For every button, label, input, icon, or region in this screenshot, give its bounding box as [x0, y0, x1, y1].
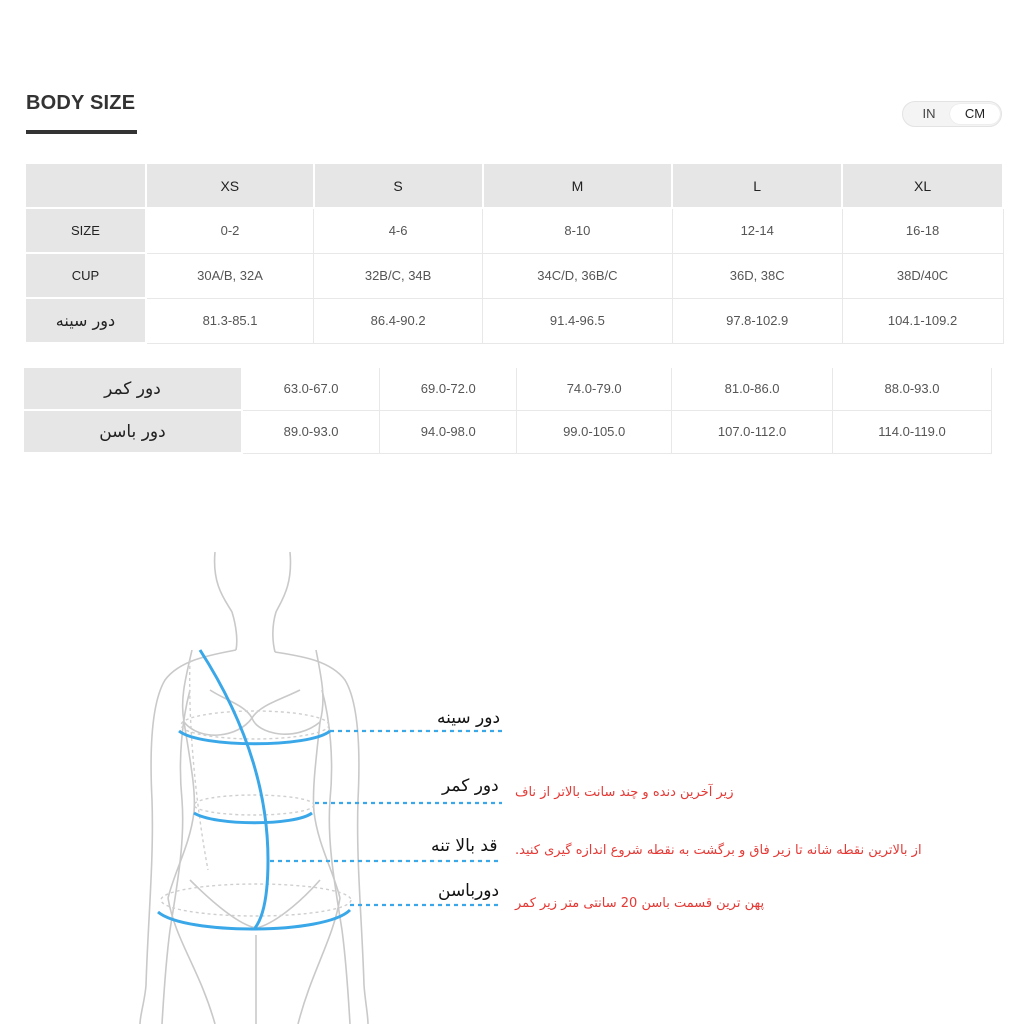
table-cell: 99.0-105.0: [517, 410, 672, 453]
left-arm-outline-inner: [162, 690, 190, 1024]
table-cell: 4-6: [314, 208, 483, 253]
table-cell: 104.1-109.2: [842, 298, 1003, 343]
table-cell: 97.8-102.9: [672, 298, 842, 343]
table-cell: 86.4-90.2: [314, 298, 483, 343]
table-cell: 63.0-67.0: [242, 368, 380, 410]
table-cell: 34C/D, 36B/C: [483, 253, 673, 298]
unit-toggle[interactable]: [902, 101, 1002, 127]
hip-measure-line: [158, 910, 350, 929]
waist-guide-ellipse: [194, 795, 314, 815]
column-header-m: M: [483, 164, 673, 208]
title-underline: [26, 130, 137, 134]
table-cell: 8-10: [483, 208, 673, 253]
table-row: [26, 298, 1003, 343]
bust-outline: [183, 650, 323, 735]
table-cell: 16-18: [842, 208, 1003, 253]
bust-label: دور سینه: [437, 708, 501, 728]
table-cell: 81.3-85.1: [146, 298, 314, 343]
body-measurement-figure: [0, 540, 1024, 1024]
row-header-size: SIZE: [26, 208, 146, 253]
hip-label: دورباسن: [438, 881, 500, 901]
row-header-bust: دور سینه: [26, 298, 146, 343]
neckline-outline: [210, 690, 300, 718]
table-row: [26, 253, 1003, 298]
torso-note: از بالاترین نقطه شانه تا زیر فاق و برگشت به نقطه شروع اندازه گیری کنید.: [515, 843, 922, 858]
row-header-waist: دور کمر: [24, 368, 242, 410]
table-cell: 81.0-86.0: [672, 368, 833, 410]
size-table-header: [26, 164, 1003, 208]
left-leg-outline: [168, 898, 215, 1024]
table-cell: 36D, 38C: [672, 253, 842, 298]
table-cell: 12-14: [672, 208, 842, 253]
row-header-hip: دور باسن: [24, 410, 242, 453]
table-cell: 114.0-119.0: [833, 410, 992, 453]
corner-cell: [26, 164, 146, 208]
column-header-l: L: [672, 164, 842, 208]
body-outline: [140, 552, 368, 1024]
waist-hip-table: [24, 368, 992, 454]
unit-in-option[interactable]: IN: [922, 106, 936, 121]
table-cell: 30A/B, 32A: [146, 253, 314, 298]
table-row: [24, 368, 992, 410]
row-header-cup: CUP: [26, 253, 146, 298]
table-row: [26, 208, 1003, 253]
torso-right-outline: [313, 722, 340, 898]
hip-guide-ellipse: [161, 884, 351, 916]
right-arm-outline-outer: [275, 652, 368, 1024]
table-cell: 88.0-93.0: [833, 368, 992, 410]
column-header-xs: XS: [146, 164, 314, 208]
table-cell: 107.0-112.0: [672, 410, 833, 453]
torso-measure-line: [200, 650, 268, 928]
bikini-line-outline: [190, 880, 320, 928]
table-cell: 74.0-79.0: [517, 368, 672, 410]
table-cell: 69.0-72.0: [380, 368, 517, 410]
size-table: [26, 164, 1004, 344]
table-cell: 94.0-98.0: [380, 410, 517, 453]
unit-cm-option[interactable]: CM: [950, 104, 1000, 124]
table-cell: 32B/C, 34B: [314, 253, 483, 298]
table-cell: 0-2: [146, 208, 314, 253]
table-cell: 91.4-96.5: [483, 298, 673, 343]
hip-note: پهن ترین قسمت باسن 20 سانتی متر زیر کمر: [515, 896, 765, 911]
side-guide-line: [190, 660, 208, 870]
page-title: BODY SIZE: [26, 92, 136, 114]
right-leg-outline: [298, 898, 340, 1024]
table-row: [24, 410, 992, 453]
column-header-xl: XL: [842, 164, 1003, 208]
neck-right-outline: [273, 552, 291, 652]
table-cell: 38D/40C: [842, 253, 1003, 298]
table-cell: 89.0-93.0: [242, 410, 380, 453]
waist-measure-line: [194, 813, 312, 823]
neck-left-outline: [215, 552, 237, 650]
measurement-lines: [158, 650, 350, 929]
waist-note: زیر آخرین دنده و چند سانت بالاتر از ناف: [515, 785, 734, 800]
waist-label: دور کمر: [442, 776, 499, 796]
column-header-s: S: [314, 164, 483, 208]
torso-label: قد بالا تنه: [431, 836, 498, 856]
